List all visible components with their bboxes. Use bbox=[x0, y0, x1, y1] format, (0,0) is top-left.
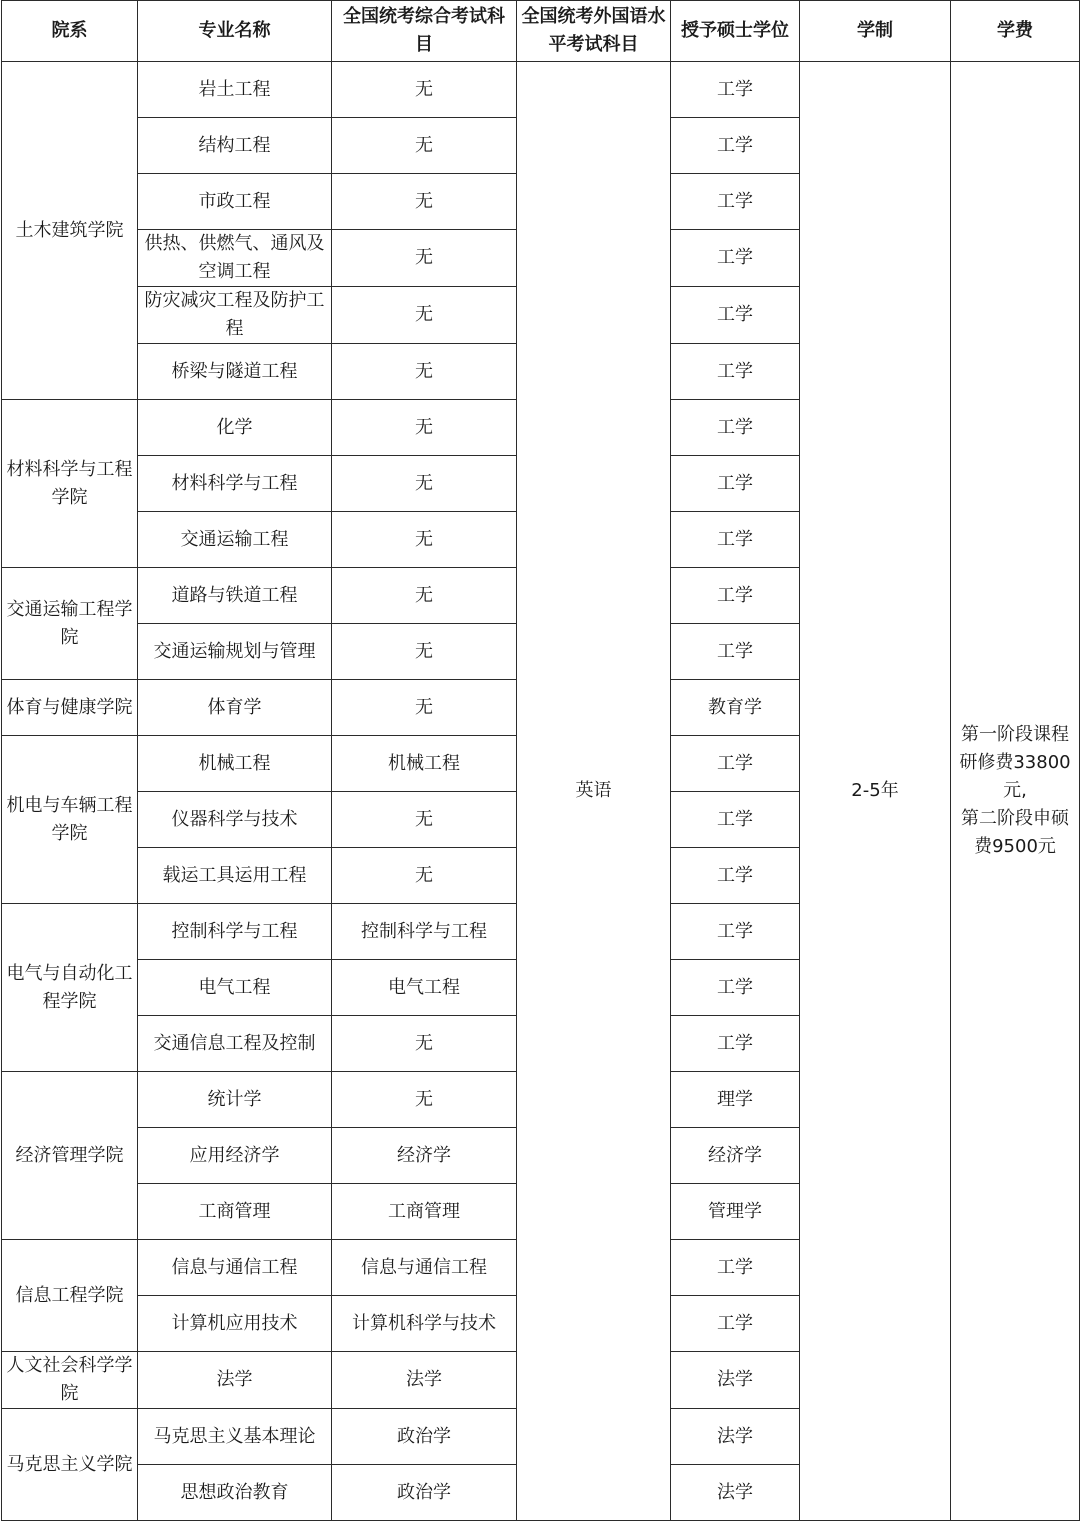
department-cell: 材料科学与工程学院 bbox=[2, 400, 138, 568]
degree-cell: 工学 bbox=[671, 624, 800, 680]
comprehensive-exam-cell: 无 bbox=[332, 512, 517, 568]
comprehensive-exam-cell: 无 bbox=[332, 400, 517, 456]
major-cell: 计算机应用技术 bbox=[138, 1296, 332, 1352]
header-duration: 学制 bbox=[800, 1, 951, 62]
degree-cell: 工学 bbox=[671, 400, 800, 456]
comprehensive-exam-cell: 无 bbox=[332, 680, 517, 736]
degree-cell: 理学 bbox=[671, 1072, 800, 1128]
major-cell: 体育学 bbox=[138, 680, 332, 736]
header-row bbox=[2, 1, 1080, 62]
comprehensive-exam-cell: 机械工程 bbox=[332, 736, 517, 792]
degree-cell: 法学 bbox=[671, 1465, 800, 1521]
degree-cell: 工学 bbox=[671, 287, 800, 344]
comprehensive-exam-cell: 信息与通信工程 bbox=[332, 1240, 517, 1296]
comprehensive-exam-cell: 无 bbox=[332, 568, 517, 624]
major-cell: 化学 bbox=[138, 400, 332, 456]
comprehensive-exam-cell: 政治学 bbox=[332, 1409, 517, 1465]
major-cell: 结构工程 bbox=[138, 118, 332, 174]
department-cell: 电气与自动化工程学院 bbox=[2, 904, 138, 1072]
degree-cell: 工学 bbox=[671, 1240, 800, 1296]
major-cell: 应用经济学 bbox=[138, 1128, 332, 1184]
major-cell: 电气工程 bbox=[138, 960, 332, 1016]
major-cell: 思想政治教育 bbox=[138, 1465, 332, 1521]
comprehensive-exam-cell: 无 bbox=[332, 62, 517, 118]
degree-cell: 工学 bbox=[671, 456, 800, 512]
degree-cell: 工学 bbox=[671, 344, 800, 400]
header-comprehensive-exam: 全国统考综合考试科目 bbox=[332, 1, 517, 62]
foreign-language-cell: 英语 bbox=[517, 62, 671, 1521]
degree-cell: 工学 bbox=[671, 174, 800, 230]
degree-cell: 工学 bbox=[671, 792, 800, 848]
major-cell: 控制科学与工程 bbox=[138, 904, 332, 960]
comprehensive-exam-cell: 无 bbox=[332, 456, 517, 512]
major-cell: 供热、供燃气、通风及空调工程 bbox=[138, 230, 332, 287]
major-cell: 机械工程 bbox=[138, 736, 332, 792]
department-cell: 体育与健康学院 bbox=[2, 680, 138, 736]
degree-cell: 教育学 bbox=[671, 680, 800, 736]
degree-cell: 工学 bbox=[671, 568, 800, 624]
comprehensive-exam-cell: 无 bbox=[332, 118, 517, 174]
major-cell: 桥梁与隧道工程 bbox=[138, 344, 332, 400]
tuition-text-line: 第一阶段课程 bbox=[961, 724, 1069, 745]
department-cell: 马克思主义学院 bbox=[2, 1409, 138, 1521]
comprehensive-exam-cell: 无 bbox=[332, 1072, 517, 1128]
header-foreign-language-exam: 全国统考外国语水平考试科目 bbox=[517, 1, 671, 62]
major-cell: 市政工程 bbox=[138, 174, 332, 230]
major-cell: 交通运输工程 bbox=[138, 512, 332, 568]
comprehensive-exam-cell: 法学 bbox=[332, 1352, 517, 1409]
duration-cell: 2-5年 bbox=[800, 62, 951, 1521]
department-cell: 经济管理学院 bbox=[2, 1072, 138, 1240]
comprehensive-exam-cell: 无 bbox=[332, 344, 517, 400]
degree-cell: 工学 bbox=[671, 1296, 800, 1352]
comprehensive-exam-cell: 无 bbox=[332, 624, 517, 680]
comprehensive-exam-cell: 经济学 bbox=[332, 1128, 517, 1184]
department-cell: 交通运输工程学院 bbox=[2, 568, 138, 680]
table-row bbox=[2, 62, 1080, 118]
department-cell: 机电与车辆工程学院 bbox=[2, 736, 138, 904]
degree-cell: 工学 bbox=[671, 118, 800, 174]
comprehensive-exam-cell: 无 bbox=[332, 848, 517, 904]
comprehensive-exam-cell: 政治学 bbox=[332, 1465, 517, 1521]
major-cell: 交通信息工程及控制 bbox=[138, 1016, 332, 1072]
tuition-text-line: 元, bbox=[1003, 780, 1027, 801]
major-cell: 道路与铁道工程 bbox=[138, 568, 332, 624]
header-department: 院系 bbox=[2, 1, 138, 62]
degree-cell: 工学 bbox=[671, 848, 800, 904]
comprehensive-exam-cell: 无 bbox=[332, 287, 517, 344]
degree-cell: 工学 bbox=[671, 1016, 800, 1072]
degree-cell: 工学 bbox=[671, 960, 800, 1016]
header-tuition: 学费 bbox=[951, 1, 1080, 62]
degree-cell: 法学 bbox=[671, 1409, 800, 1465]
program-table bbox=[1, 0, 1080, 1521]
tuition-text-line: 研修费33800 bbox=[959, 752, 1071, 773]
degree-cell: 工学 bbox=[671, 512, 800, 568]
tuition-text-line: 第二阶段申硕 bbox=[961, 808, 1069, 829]
major-cell: 统计学 bbox=[138, 1072, 332, 1128]
major-cell: 岩土工程 bbox=[138, 62, 332, 118]
major-cell: 信息与通信工程 bbox=[138, 1240, 332, 1296]
major-cell: 法学 bbox=[138, 1352, 332, 1409]
comprehensive-exam-cell: 无 bbox=[332, 1016, 517, 1072]
degree-cell: 工学 bbox=[671, 736, 800, 792]
degree-cell: 工学 bbox=[671, 62, 800, 118]
header-major: 专业名称 bbox=[138, 1, 332, 62]
major-cell: 载运工具运用工程 bbox=[138, 848, 332, 904]
department-cell: 人文社会科学学院 bbox=[2, 1352, 138, 1409]
header-degree: 授予硕士学位 bbox=[671, 1, 800, 62]
major-cell: 仪器科学与技术 bbox=[138, 792, 332, 848]
major-cell: 马克思主义基本理论 bbox=[138, 1409, 332, 1465]
department-cell: 土木建筑学院 bbox=[2, 62, 138, 400]
major-cell: 交通运输规划与管理 bbox=[138, 624, 332, 680]
degree-cell: 工学 bbox=[671, 904, 800, 960]
degree-cell: 工学 bbox=[671, 230, 800, 287]
major-cell: 工商管理 bbox=[138, 1184, 332, 1240]
degree-cell: 法学 bbox=[671, 1352, 800, 1409]
comprehensive-exam-cell: 无 bbox=[332, 230, 517, 287]
degree-cell: 经济学 bbox=[671, 1128, 800, 1184]
comprehensive-exam-cell: 计算机科学与技术 bbox=[332, 1296, 517, 1352]
degree-cell: 管理学 bbox=[671, 1184, 800, 1240]
tuition-text-line: 费9500元 bbox=[974, 836, 1056, 857]
department-cell: 信息工程学院 bbox=[2, 1240, 138, 1352]
comprehensive-exam-cell: 无 bbox=[332, 174, 517, 230]
tuition-cell bbox=[951, 62, 1080, 1521]
major-cell: 防灾减灾工程及防护工程 bbox=[138, 287, 332, 344]
table-body bbox=[2, 62, 1080, 1521]
comprehensive-exam-cell: 控制科学与工程 bbox=[332, 904, 517, 960]
comprehensive-exam-cell: 工商管理 bbox=[332, 1184, 517, 1240]
major-cell: 材料科学与工程 bbox=[138, 456, 332, 512]
comprehensive-exam-cell: 电气工程 bbox=[332, 960, 517, 1016]
comprehensive-exam-cell: 无 bbox=[332, 792, 517, 848]
